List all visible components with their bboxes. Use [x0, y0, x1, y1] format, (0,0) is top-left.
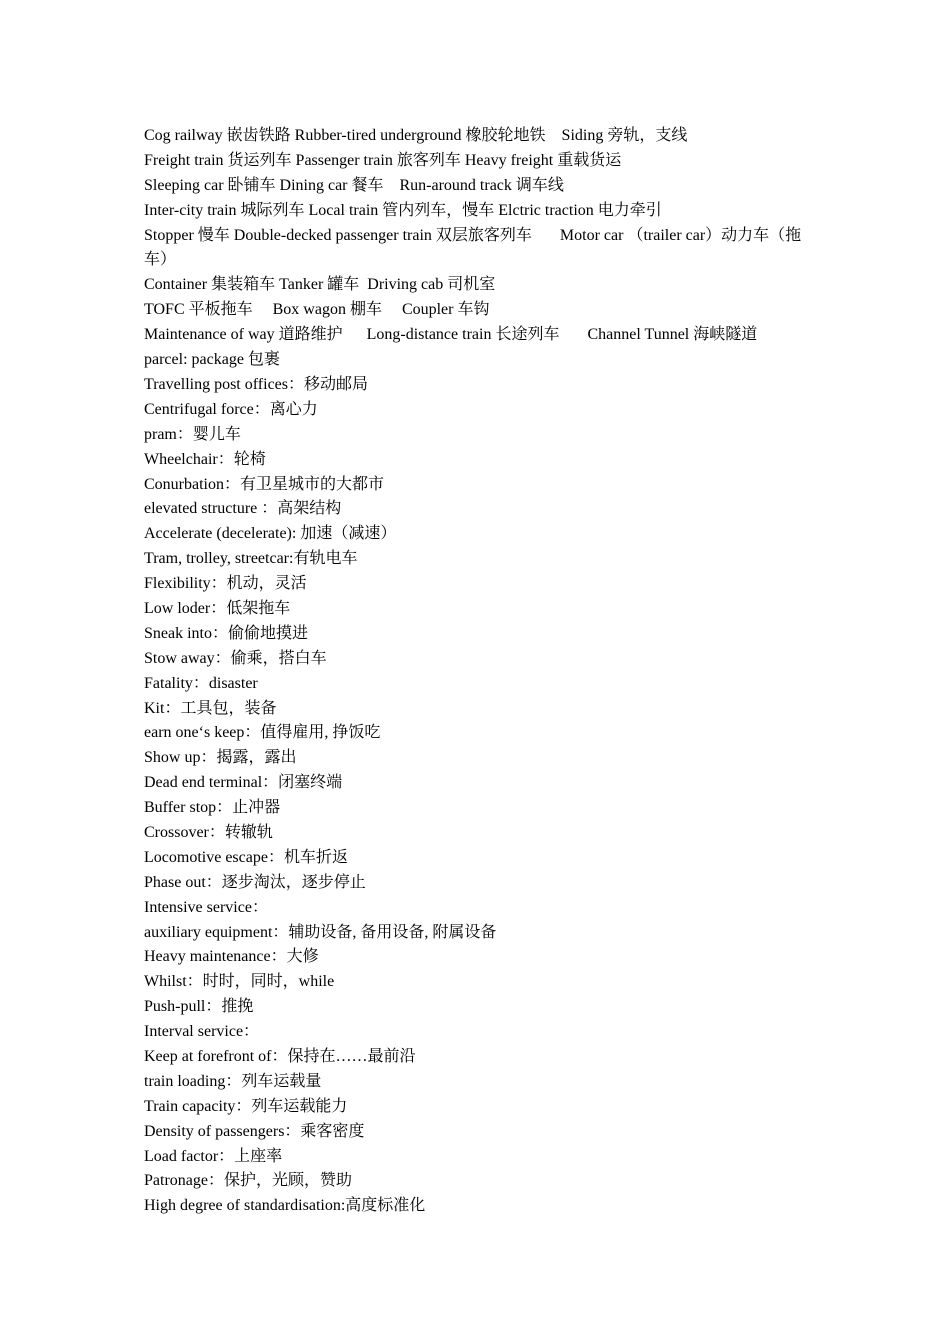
vocab-line: Wheelchair：轮椅 — [144, 450, 266, 468]
vocab-line: Load factor：上座率 — [144, 1147, 283, 1165]
vocab-line: parcel: package 包裹 — [144, 351, 280, 369]
vocab-line: train loading：列车运载量 — [144, 1072, 322, 1090]
vocab-line: Phase out：逐步淘汰，逐步停止 — [144, 873, 366, 891]
vocab-line: Heavy maintenance：大修 — [144, 948, 319, 966]
vocab-line: Interval service： — [144, 1023, 260, 1041]
vocab-line: Sleeping car 卧铺车 Dining car 餐车 Run-around track 调车线 — [144, 176, 564, 194]
vocab-line: Train capacity：列车运载能力 — [144, 1097, 348, 1115]
vocab-line: Flexibility：机动，灵活 — [144, 575, 307, 593]
vocab-line: Container 集装箱车 Tanker 罐车 Driving cab 司机室 — [144, 276, 496, 294]
vocab-line: Conurbation：有卫星城市的大都市 — [144, 475, 384, 493]
vocab-line: elevated structure ：高架结构 — [144, 500, 342, 518]
vocab-line: Push-pull：推挽 — [144, 998, 254, 1016]
vocab-line: Inter-city train 城际列车 Local train 管内列车，慢车 Elctric traction 电力牵引 — [144, 201, 662, 219]
vocab-line: auxiliary equipment：辅助设备, 备用设备, 附属设备 — [144, 923, 497, 941]
vocab-line: Density of passengers：乘客密度 — [144, 1122, 365, 1140]
vocab-line: Intensive service： — [144, 898, 268, 916]
vocab-line: Sneak into：偷偷地摸进 — [144, 624, 308, 642]
vocab-line: Freight train 货运列车 Passenger train 旅客列车 Heavy freight 重载货运 — [144, 151, 622, 169]
vocab-line: Dead end terminal：闭塞终端 — [144, 774, 343, 792]
vocab-line: Stopper 慢车 Double-decked passenger train 双层旅客列车 Motor car （trailer car）动力车（拖车） — [144, 226, 802, 269]
vocab-line: earn one‘s keep：值得雇用, 挣饭吃 — [144, 724, 381, 742]
vocab-line: Accelerate (decelerate): 加速（减速） — [144, 525, 397, 543]
vocab-line: Cog railway 嵌齿铁路 Rubber-tired underground 橡胶轮地铁 Siding 旁轨，支线 — [144, 127, 688, 144]
vocab-line: Travelling post offices：移动邮局 — [144, 375, 368, 393]
vocab-line: Stow away：偷乘，搭白车 — [144, 649, 327, 667]
vocab-line: Centrifugal force：离心力 — [144, 400, 318, 418]
vocab-line: Maintenance of way 道路维护 Long-distance train 长途列车 Channel Tunnel 海峡隧道 — [144, 326, 758, 344]
vocab-line: Kit：工具包，装备 — [144, 699, 277, 717]
vocab-line: pram：婴儿车 — [144, 425, 241, 443]
vocabulary-list — [144, 124, 824, 1219]
vocab-line: Buffer stop：止冲器 — [144, 799, 281, 817]
vocab-line: Patronage：保护，光顾，赞助 — [144, 1172, 352, 1190]
vocab-line: Fatality：disaster — [144, 674, 258, 692]
vocab-line: Locomotive escape：机车折返 — [144, 848, 348, 866]
vocab-line: Tram, trolley, streetcar:有轨电车 — [144, 550, 358, 568]
vocab-line: Low loder：低架拖车 — [144, 599, 291, 617]
vocab-line: Whilst：时时，同时，while — [144, 973, 335, 991]
vocab-line: High degree of standardisation:高度标准化 — [144, 1197, 426, 1215]
vocab-line: Crossover：转辙轨 — [144, 823, 273, 841]
vocab-line: Keep at forefront of：保持在……最前沿 — [144, 1047, 416, 1065]
vocab-line: Show up：揭露，露出 — [144, 749, 297, 767]
vocab-line: TOFC 平板拖车 Box wagon 棚车 Coupler 车钩 — [144, 301, 490, 319]
